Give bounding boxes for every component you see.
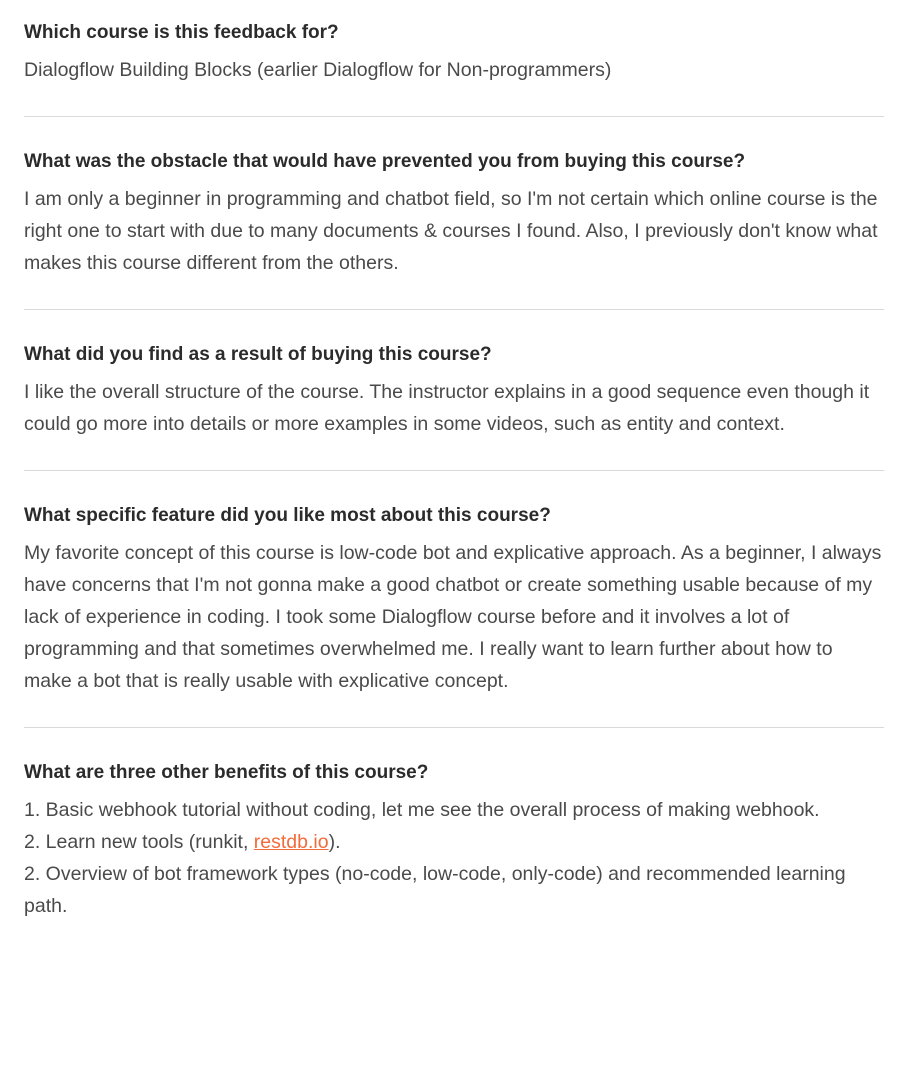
answer-text: My favorite concept of this course is low-code bot and explicative approach. As a beginner, I always have concerns that I'm not gonna make a good chatbot or create something usable because of my lack of experience in coding. I took some Dialogflow course before and it involves a lot of programming and that sometimes overwhelmed me. I really want to learn further about how to make a bot that is really usable with explicative concept. [24, 542, 882, 692]
benefit-item-2-suffix: ). [328, 831, 341, 853]
answer-text: I am only a beginner in programming and chatbot field, so I'm not certain which online course is the right one to start with due to many documents & courses I found. Also, I previously don't know what makes this course different from the others. [24, 188, 878, 274]
benefit-item-3: 2. Overview of bot framework types (no-code, low-code, only-code) and recommended learning path. [24, 863, 846, 917]
question-heading: What are three other benefits of this course? [24, 762, 429, 783]
benefit-item-2-prefix: 2. Learn new tools (runkit, [24, 831, 254, 853]
question-heading: What did you find as a result of buying this course? [24, 344, 492, 365]
feedback-section-result [24, 342, 884, 471]
benefits-list [24, 794, 884, 922]
answer-text: Dialogflow Building Blocks (earlier Dialogflow for Non-programmers) [24, 59, 612, 81]
question-heading: Which course is this feedback for? [24, 22, 339, 43]
feedback-section-obstacle [24, 149, 884, 310]
feedback-section-benefits [24, 760, 884, 922]
restdb-link[interactable]: restdb.io [253, 831, 329, 853]
question-heading: What specific feature did you like most about this course? [24, 505, 551, 526]
feedback-section-feature [24, 503, 884, 728]
answer-text: I like the overall structure of the course. The instructor explains in a good sequence even though it could go more into details or more examples in some videos, such as entity and context. [24, 381, 870, 435]
benefit-item-2 [24, 826, 884, 858]
question-heading: What was the obstacle that would have prevented you from buying this course? [24, 151, 746, 172]
benefit-item-1: 1. Basic webhook tutorial without coding, let me see the overall process of making webhook. [24, 799, 820, 821]
feedback-section-course [24, 20, 884, 117]
